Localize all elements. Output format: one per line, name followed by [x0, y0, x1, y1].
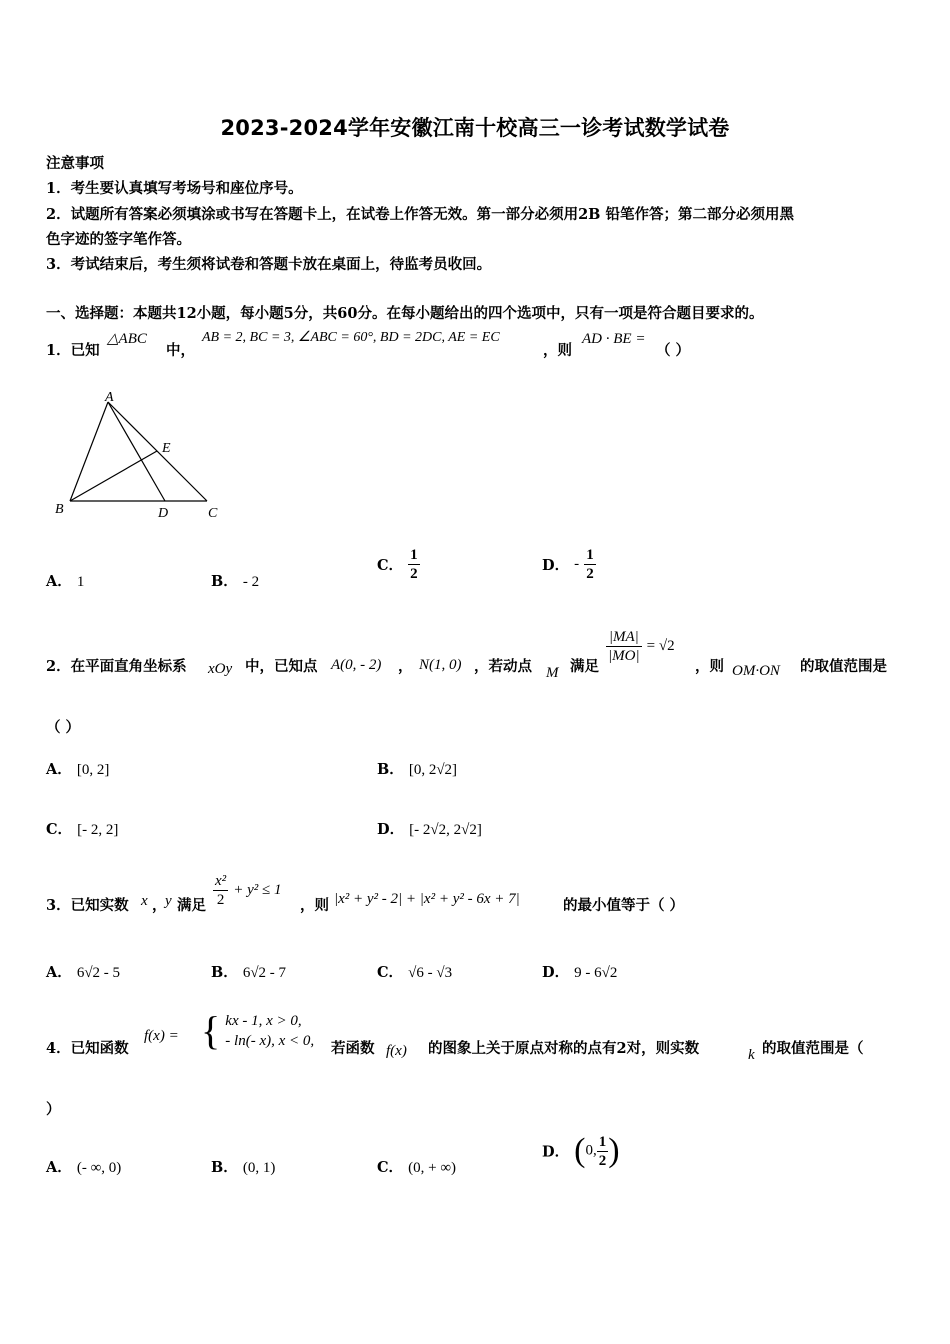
left-paren: ( — [574, 1132, 586, 1169]
numerator: x² — [215, 873, 227, 889]
option-value: 6√2 - 7 — [242, 965, 287, 981]
q2-stem-t2: ，若动点 — [474, 658, 532, 675]
option-value: (0, 1) — [242, 1160, 276, 1176]
q3-option-c[interactable] — [377, 961, 452, 982]
q3-stem-t2: ，则 — [300, 897, 329, 914]
q3-sep: ， — [152, 897, 167, 914]
option-letter: A． — [46, 761, 72, 778]
q2-option-c[interactable] — [46, 818, 118, 839]
q4-option-b[interactable] — [211, 1156, 275, 1177]
case-1: kx - 1, x > 0, — [225, 1013, 302, 1029]
q4-function-ref: f(x) — [386, 1043, 407, 1059]
q1-triangle-figure — [50, 388, 230, 524]
fraction — [213, 872, 228, 909]
q1-condition: AB = 2, BC = 3, ∠ABC = 60°, BD = 2DC, AE = EC — [202, 330, 500, 345]
label-c: C — [208, 506, 218, 521]
denominator: 2 — [598, 1152, 607, 1169]
option-letter: D． — [377, 821, 405, 838]
q2-stem-t1: 中，已知点 — [245, 658, 318, 675]
q3-expression: |x² + y² - 2| + |x² + y² - 6x + 7| — [334, 891, 520, 907]
q4-piecewise — [201, 1008, 315, 1053]
q1-paren: （ ） — [656, 342, 691, 359]
fraction — [584, 546, 596, 583]
q2-comma: ， — [398, 658, 413, 675]
label-a: A — [105, 390, 114, 405]
option-value: [0, 2√2] — [408, 762, 458, 778]
notice-item-3: 3．考试结束后，考生须将试卷和答题卡放在桌面上，待监考员收回。 — [46, 256, 492, 273]
fraction — [606, 628, 642, 665]
q4-option-d[interactable] — [542, 1132, 620, 1170]
option-letter: A． — [46, 1159, 72, 1176]
fraction — [408, 546, 420, 583]
option-letter: D． — [542, 1143, 570, 1161]
q2-stem-t4: ，则 — [695, 658, 724, 675]
q3-var-y: y — [165, 893, 172, 909]
q2-option-a[interactable] — [46, 758, 109, 779]
option-letter: C． — [46, 821, 73, 838]
option-letter: D． — [542, 557, 570, 574]
option-letter: B． — [377, 761, 404, 778]
option-letter: D． — [542, 964, 570, 981]
label-e: E — [162, 441, 171, 456]
option-value: [- 2√2, 2√2] — [409, 822, 482, 838]
option-letter: B． — [211, 964, 238, 981]
q4-option-c[interactable] — [377, 1156, 456, 1177]
label-b: B — [55, 502, 64, 517]
option-letter: A． — [46, 573, 72, 590]
option-value: [- 2, 2] — [77, 822, 119, 838]
q4-stem-start: 4．已知函数 — [46, 1040, 129, 1057]
minus-sign: - — [574, 556, 580, 572]
q1-option-b[interactable] — [211, 570, 259, 591]
q1-option-d[interactable] — [542, 546, 596, 583]
q3-var-x: x — [141, 893, 148, 909]
q2-stem-start: 2．在平面直角坐标系 — [46, 658, 187, 675]
option-value: [0, 2] — [76, 762, 110, 778]
condition-rest: + y² ≤ 1 — [233, 882, 282, 898]
q4-stem-t1: 若函数 — [331, 1040, 375, 1057]
q3-stem-t3: 的最小值等于（ ） — [563, 897, 685, 914]
option-value: (0, + ∞) — [408, 1160, 457, 1176]
q1-option-a[interactable] — [46, 570, 84, 591]
left-brace: { — [201, 1008, 221, 1053]
option-letter: C． — [377, 964, 404, 981]
q2-point-m: M — [546, 665, 559, 681]
option-value: 6√2 - 5 — [76, 965, 121, 981]
q4-option-a[interactable] — [46, 1156, 121, 1177]
q1-expression: AD · BE = — [582, 331, 646, 347]
q2-expression: OM·ON — [732, 663, 780, 679]
fraction — [597, 1133, 609, 1170]
q4-var-k: k — [748, 1047, 755, 1063]
q1-stem-mid: 中， — [166, 342, 195, 359]
notice-heading: 注意事项 — [46, 155, 104, 172]
notice-item-1: 1．考生要认真填写考场号和座位序号。 — [46, 180, 303, 197]
option-letter: C． — [377, 1159, 404, 1176]
right-paren: ) — [608, 1132, 620, 1169]
q2-stem-t5: 的取值范围是 — [800, 658, 887, 675]
denominator: |MO| — [608, 648, 640, 664]
option-letter: B． — [211, 573, 238, 590]
denominator: 2 — [410, 566, 418, 582]
case-2: - ln(- x), x < 0, — [225, 1033, 315, 1049]
option-value: √6 - √3 — [408, 965, 453, 981]
denominator: 2 — [216, 892, 225, 908]
label-d: D — [158, 506, 169, 521]
q4-close-paren: ） — [46, 1101, 61, 1118]
option-value: 9 - 6√2 — [574, 965, 618, 981]
q2-option-d[interactable] — [377, 818, 482, 839]
numerator: |MA| — [606, 628, 642, 647]
section-heading: 一、选择题：本题共12小题，每小题5分，共60分。在每小题给出的四个选项中，只有一项是符合题目要求的。 — [46, 305, 764, 322]
option-letter: A． — [46, 964, 72, 981]
q4-function: f(x) = — [144, 1028, 179, 1044]
q2-point-n: N(1, 0) — [419, 657, 462, 673]
q2-ratio — [606, 628, 675, 665]
numerator: 1 — [586, 547, 594, 563]
q2-system: xOy — [208, 661, 233, 677]
q4-stem-t3: 的取值范围是（ — [762, 1040, 864, 1057]
option-value: (- ∞, 0) — [76, 1160, 122, 1176]
q4-stem-t2: 的图象上关于原点对称的点有2对，则实数 — [428, 1040, 700, 1057]
numerator: 1 — [410, 547, 418, 563]
q2-stem-t3: 满足 — [570, 658, 599, 675]
option-letter: B． — [211, 1159, 238, 1176]
option-letter: C． — [377, 557, 404, 574]
q3-option-a[interactable] — [46, 961, 120, 982]
q2-point-a: A(0, - 2) — [331, 657, 382, 673]
q2-option-b[interactable] — [377, 758, 457, 779]
q3-condition — [213, 872, 282, 909]
q3-stem-start: 3．已知实数 — [46, 897, 129, 914]
ratio-value: = √2 — [646, 638, 675, 654]
q1-stem-then: ，则 — [543, 342, 572, 359]
q1-stem-start: 1．已知 — [46, 342, 100, 359]
denominator: 2 — [586, 566, 594, 582]
notice-item-2: 2．试题所有答案必须填涂或书写在答题卡上，在试卷上作答无效。第一部分必须用2B 铅笔作答；第二部分必须用黑 — [46, 206, 794, 223]
page-title: 2023-2024学年安徽江南十校高三一诊考试数学试卷 — [220, 116, 730, 140]
q1-option-c[interactable] — [377, 546, 420, 583]
q2-paren: （ ） — [46, 719, 81, 736]
notice-item-2-cont: 色字迹的签字笔作答。 — [46, 231, 191, 248]
numerator: 1 — [598, 1133, 607, 1150]
q3-stem-t1: 满足 — [177, 897, 206, 914]
q1-triangle: △ABC — [107, 331, 147, 347]
option-value: 0, — [585, 1142, 597, 1159]
piecewise-cases — [225, 1011, 314, 1051]
option-value: 1 — [76, 574, 85, 590]
q3-option-b[interactable] — [211, 961, 286, 982]
option-value: - 2 — [242, 574, 260, 590]
q3-option-d[interactable] — [542, 961, 617, 982]
